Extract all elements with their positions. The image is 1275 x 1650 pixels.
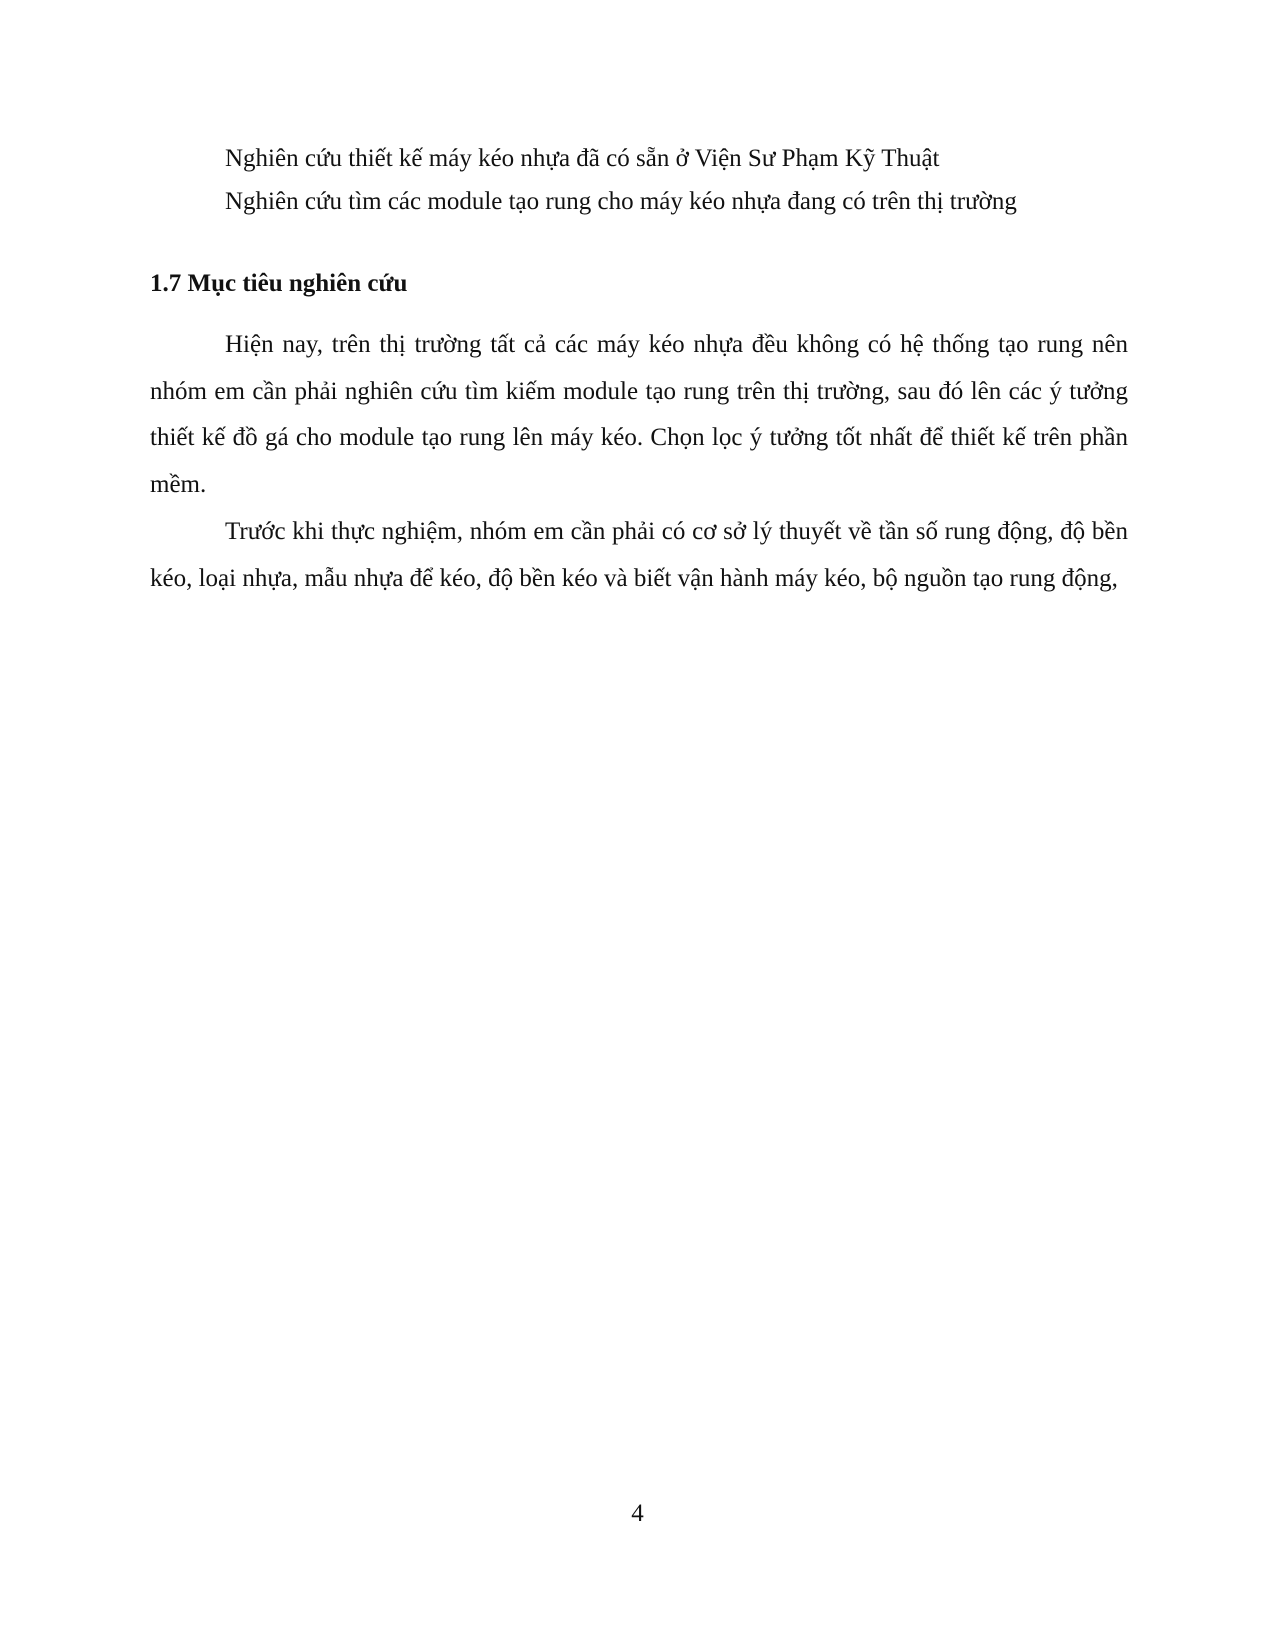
page-number: 4 (631, 1500, 644, 1527)
intro-line-1: Nghiên cứu thiết kế máy kéo nhựa đã có sẵn ở Viện Sư Phạm Kỹ Thuật (225, 145, 940, 172)
body-paragraph-1: Hiện nay, trên thị trường tất cả các máy kéo nhựa đều không có hệ thống tạo rung nên nhóm em cần phải nghiên cứu tìm kiếm module tạo rung trên thị trường, sau đó lên các ý tưởng thiết kế đồ gá cho module tạo rung lên máy kéo. Chọn lọc ý tưởng tốt nhất để thiết kế trên phần mềm. (150, 331, 1128, 498)
section-heading: 1.7 Mục tiêu nghiên cứu (150, 270, 408, 297)
body-paragraph-2: Trước khi thực nghiệm, nhóm em cần phải có cơ sở lý thuyết về tần số rung động, độ bền kéo, loại nhựa, mẫu nhựa để kéo, độ bền kéo và biết vận hành máy kéo, bộ nguồn tạo rung động, (150, 518, 1128, 592)
intro-line-2: Nghiên cứu tìm các module tạo rung cho máy kéo nhựa đang có trên thị trường (225, 188, 1017, 215)
